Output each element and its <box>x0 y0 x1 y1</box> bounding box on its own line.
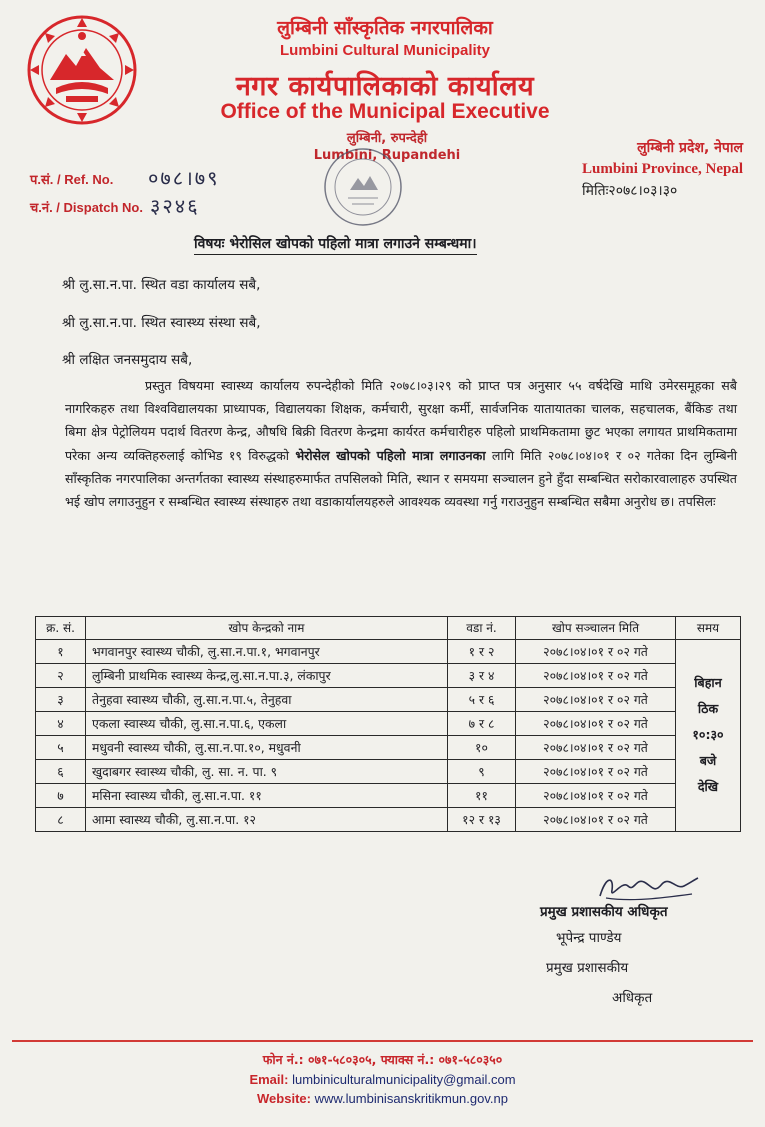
district-nepali: लुम्बिनी, रुपन्देही <box>346 131 428 146</box>
time-line: देखि <box>697 779 719 794</box>
office-stamp <box>322 146 404 228</box>
row-center-name: तेनुहवा स्वास्थ्य चौकी, लु.सा.न.पा.५, तेनुहवा <box>86 687 448 711</box>
ref-label: प.सं. / Ref. No. <box>30 172 114 187</box>
table-row <box>36 711 741 735</box>
row-date: २०७८।०४।०१ र ०२ गते <box>516 711 676 735</box>
col-header-date: खोप सञ्चालन मिति <box>516 617 676 640</box>
row-ward: ९ <box>448 759 516 783</box>
row-sn: १ <box>36 639 86 663</box>
table-header-row <box>36 617 741 640</box>
footer-email-line <box>0 1072 765 1087</box>
office-name-english: Office of the Municipal Executive <box>220 100 550 123</box>
row-ward: १० <box>448 735 516 759</box>
time-line: बजे <box>699 753 717 768</box>
addressee-ward-offices: श्री लु.सा.न.पा. स्थित वडा कार्यालय सबै, <box>62 277 261 293</box>
email-address[interactable]: lumbiniculturalmunicipality@gmail.com <box>292 1072 516 1087</box>
province-english: Lumbini Province, Nepal <box>582 161 743 177</box>
col-header-center: खोप केन्द्रको नाम <box>86 617 448 640</box>
signer-role-line-2: अधिकृत <box>612 990 653 1006</box>
row-ward: ११ <box>448 783 516 807</box>
row-ward: ५ र ६ <box>448 687 516 711</box>
row-sn: ८ <box>36 807 86 831</box>
municipality-name-nepali: लुम्बिनी साँस्कृतिक नगरपालिका <box>277 17 493 39</box>
table-row <box>36 735 741 759</box>
body-bold-phrase: भेरोसेल खोपको पहिलो मात्रा लगाउनका <box>295 447 486 463</box>
province-date-block <box>582 138 743 200</box>
col-header-time: समय <box>676 617 741 640</box>
time-line: १०:३० <box>692 727 724 742</box>
row-date: २०७८।०४।०१ र ०२ गते <box>516 759 676 783</box>
province-nepali: लुम्बिनी प्रदेश, नेपाल <box>637 140 743 156</box>
municipality-name-english: Lumbini Cultural Municipality <box>280 42 490 59</box>
table-row <box>36 783 741 807</box>
vaccination-schedule-table <box>35 616 741 832</box>
office-name-nepali: नगर कार्यपालिकाको कार्यालय <box>235 71 535 102</box>
table-row <box>36 807 741 831</box>
time-cell <box>676 639 741 831</box>
table-row <box>36 663 741 687</box>
municipality-seal-logo <box>26 14 138 126</box>
row-center-name: खुदाबगर स्वास्थ्य चौकी, लु. सा. न. पा. ९ <box>86 759 448 783</box>
row-center-name: भगवानपुर स्वास्थ्य चौकी, लु.सा.न.पा.१, भगवानपुर <box>86 639 448 663</box>
dispatch-label: च.नं. / Dispatch No. <box>30 200 143 215</box>
addressee-target-community: श्री लक्षित जनसमुदाय सबै, <box>62 352 193 368</box>
row-center-name: मसिना स्वास्थ्य चौकी, लु.सा.न.पा. ११ <box>86 783 448 807</box>
row-date: २०७८।०४।०१ र ०२ गते <box>516 687 676 711</box>
row-sn: ४ <box>36 711 86 735</box>
row-date: २०७८।०४।०१ र ०२ गते <box>516 807 676 831</box>
time-line: ठिक <box>697 701 719 716</box>
row-ward: १ र २ <box>448 639 516 663</box>
dispatch-value: ३२४६ <box>150 194 200 218</box>
footer-divider <box>12 1040 753 1042</box>
table-row <box>36 687 741 711</box>
row-ward: १२ र १३ <box>448 807 516 831</box>
row-sn: २ <box>36 663 86 687</box>
row-sn: ६ <box>36 759 86 783</box>
body-part-2: लागि मिति २०७८।०४।०१ र ०२ गतेका दिन लुम्बिनी साँस्कृतिक नगरपालिका अन्तर्गतका स्वास्थ्य संस्थाहरुमार्फत तपसिलको मिति, स्थान र समयमा सञ्चालन हुने हुँदा सम्बन्धित सरोकारवालाहरु उपस्थित भई खोप लगाउनुहुन र सम्बन्धित स्वास्थ्य संस्थाहरु तथा वडाकार्यालयहरुले आवश्यक व्यवस्था गर्नु गराउनुहुन सम्बन्धित सबैमा अनुरोध छ। तपसिलः <box>65 447 737 510</box>
col-header-sn: क्र. सं. <box>36 617 86 640</box>
body-part-1: प्रस्तुत विषयमा स्वास्थ्य कार्यालय रुपन्देहीको मिति २०७८।०३।२९ को प्राप्त पत्र अनुसार ५५ वर्षदेखि माथि उमेरसमूहका सबै नागरिकहरु तथा विश्वविद्यालयका प्राध्यापक, विद्यालयका शिक्षक, कर्मचारी, सुरक्षा कर्मी, सार्वजनिक यातायातका चालक, सहचालक, बैंकिङ तथा बिमा क्षेत्र पेट्रोलियम पदार्थ वितरण केन्द्र, औषधि बिक्री वितरण केन्द्रमा कार्यरत कर्मचारीहरु पहिलो प्राथमिकतामा छुट भएका लगायत प्राथमिकतामा परेका अन्य व्यक्तिहरुलाई कोभिड १९ विरुद्धको <box>65 378 737 463</box>
row-ward: ३ र ४ <box>448 663 516 687</box>
footer-website-line <box>0 1091 765 1106</box>
row-sn: ५ <box>36 735 86 759</box>
row-date: २०७८।०४।०१ र ०२ गते <box>516 783 676 807</box>
row-center-name: लुम्बिनी प्राथमिक स्वास्थ्य केन्द्र,लु.सा.न.पा.३, लंकापुर <box>86 663 448 687</box>
district-english: Lumbini, Rupandehi <box>313 148 461 163</box>
addressee-health-institutions: श्री लु.सा.न.पा. स्थित स्वास्थ्य संस्था सबै, <box>62 315 261 331</box>
row-date: २०७८।०४।०१ र ०२ गते <box>516 663 676 687</box>
table-row <box>36 639 741 663</box>
time-line: बिहान <box>694 675 722 690</box>
website-link[interactable]: www.lumbinisanskritikmun.gov.np <box>314 1091 508 1106</box>
row-center-name: आमा स्वास्थ्य चौकी, लु.सा.न.पा. १२ <box>86 807 448 831</box>
footer-phone-fax: फोन नं.: ०७१-५८०३०५, फ्याक्स नं.: ०७१-५८०३५० <box>262 1052 503 1067</box>
table-row <box>36 759 741 783</box>
row-center-name: मधुवनी स्वास्थ्य चौकी, लु.सा.न.पा.१०, मधुवनी <box>86 735 448 759</box>
signer-name: भूपेन्द्र पाण्डेय <box>556 930 622 946</box>
email-label: Email: <box>249 1072 289 1087</box>
letter-date: मितिः२०७८।०३।३० <box>582 183 678 199</box>
row-sn: ३ <box>36 687 86 711</box>
ref-value: ०७८।७९ <box>148 166 220 190</box>
signer-block <box>540 902 740 1006</box>
letter-subject: विषयः भेरोसिल खोपको पहिलो मात्रा लगाउने सम्बन्धमा। <box>194 234 477 255</box>
col-header-ward: वडा नं. <box>448 617 516 640</box>
website-label: Website: <box>257 1091 311 1106</box>
signer-role-line-1: प्रमुख प्रशासकीय <box>546 960 629 976</box>
row-center-name: एकला स्वास्थ्य चौकी, लु.सा.न.पा.६, एकला <box>86 711 448 735</box>
letter-body <box>65 374 737 513</box>
row-date: २०७८।०४।०१ र ०२ गते <box>516 639 676 663</box>
signer-title: प्रमुख प्रशासकीय अधिकृत <box>540 904 668 920</box>
row-ward: ७ र ८ <box>448 711 516 735</box>
row-date: २०७८।०४।०१ र ०२ गते <box>516 735 676 759</box>
row-sn: ७ <box>36 783 86 807</box>
